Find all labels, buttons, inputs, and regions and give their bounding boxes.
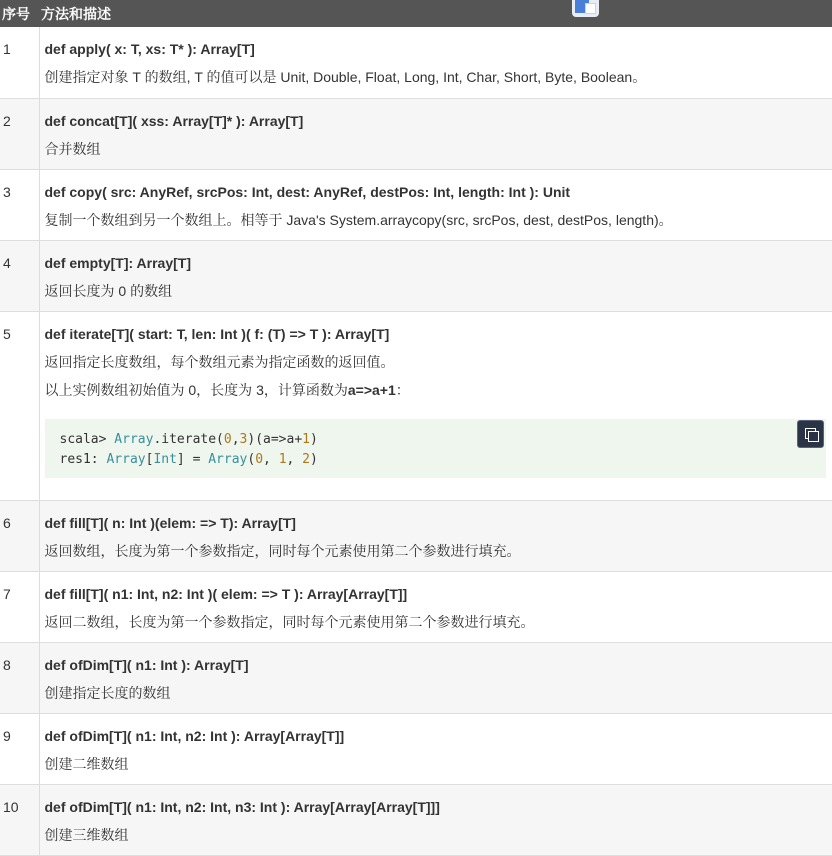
translate-icon[interactable] — [572, 0, 599, 17]
table-row — [0, 311, 832, 500]
table-row — [0, 240, 832, 311]
method-description: 合并数组 — [44, 140, 101, 157]
row-number: 3 — [0, 169, 39, 240]
row-description — [39, 169, 832, 240]
table-row — [0, 98, 832, 169]
row-description — [39, 500, 832, 571]
method-signature: def ofDim[T]( n1: Int, n2: Int, n3: Int ): Array[Array[Array[T]]] — [44, 798, 440, 815]
method-signature: def ofDim[T]( n1: Int ): Array[T] — [44, 656, 249, 673]
table-row — [0, 713, 832, 784]
method-signature: def ofDim[T]( n1: Int, n2: Int ): Array[Array[T]] — [44, 727, 345, 744]
table-row — [0, 500, 832, 571]
method-description: 创建三维数组 — [44, 826, 129, 843]
row-description — [39, 713, 832, 784]
row-number: 5 — [0, 311, 39, 500]
row-description — [39, 240, 832, 311]
method-description: 创建二维数组 — [44, 755, 129, 772]
header-col-desc: 方法和描述 — [41, 5, 111, 22]
row-number: 10 — [0, 784, 39, 855]
row-description — [39, 311, 832, 500]
row-number: 9 — [0, 713, 39, 784]
row-number: 6 — [0, 500, 39, 571]
table-row — [0, 642, 832, 713]
method-signature: def copy( src: AnyRef, srcPos: Int, dest: AnyRef, destPos: Int, length: Int ): Unit — [44, 183, 571, 200]
method-signature: def empty[T]: Array[T] — [44, 254, 191, 271]
header-col-num: 序号 — [2, 5, 30, 22]
row-number: 7 — [0, 571, 39, 642]
code-line: res1: Array[Int] = Array(0, 1, 2) — [59, 451, 318, 467]
method-description: 创建指定长度的数组 — [44, 684, 171, 701]
method-signature: def fill[T]( n1: Int, n2: Int )( elem: => T ): Array[Array[T]] — [44, 585, 408, 602]
method-description: 返回数组，长度为第一个参数指定，同时每个元素使用第二个参数进行填充。 — [44, 542, 521, 559]
row-number: 4 — [0, 240, 39, 311]
row-description — [39, 642, 832, 713]
example-note-suffix: ： — [395, 381, 410, 398]
row-description — [39, 571, 832, 642]
code-block[interactable] — [45, 419, 827, 478]
method-description: 返回指定长度数组，每个数组元素为指定函数的返回值。 — [44, 353, 395, 370]
table-header — [0, 0, 832, 27]
row-description — [39, 27, 832, 98]
table-row — [0, 169, 832, 240]
code-line: scala> Array.iterate(0,3)(a=>a+1) — [59, 431, 318, 447]
table-row — [0, 784, 832, 855]
table-row — [0, 571, 832, 642]
method-signature: def fill[T]( n: Int )(elem: => T): Array[T] — [44, 514, 296, 531]
row-number: 8 — [0, 642, 39, 713]
row-description — [39, 784, 832, 855]
method-description: 返回二数组，长度为第一个参数指定，同时每个元素使用第二个参数进行填充。 — [44, 613, 535, 630]
method-description: 复制一个数组到另一个数组上。相等于 Java's System.arraycopy(src, srcPos, dest, destPos, length)。 — [44, 211, 673, 228]
method-description: 创建指定对象 T 的数组, T 的值可以是 Unit, Double, Float, Long, Int, Char, Short, Byte, Boolean。 — [44, 69, 647, 85]
row-number: 1 — [0, 27, 39, 98]
row-description — [39, 98, 832, 169]
method-signature: def concat[T]( xss: Array[T]* ): Array[T] — [44, 112, 304, 129]
example-note — [45, 382, 832, 399]
row-number: 2 — [0, 98, 39, 169]
example-function: a=>a+1 — [347, 381, 396, 398]
method-description: 返回长度为 0 的数组 — [44, 282, 173, 299]
method-signature: def apply( x: T, xs: T* ): Array[T] — [44, 41, 255, 57]
example-note-text: 以上实例数组初始值为 0，长度为 3，计算函数为 — [44, 381, 348, 398]
copy-code-button[interactable] — [797, 420, 824, 448]
table-row — [0, 27, 832, 98]
method-signature: def iterate[T]( start: T, len: Int )( f: (T) => T ): Array[T] — [44, 325, 390, 342]
